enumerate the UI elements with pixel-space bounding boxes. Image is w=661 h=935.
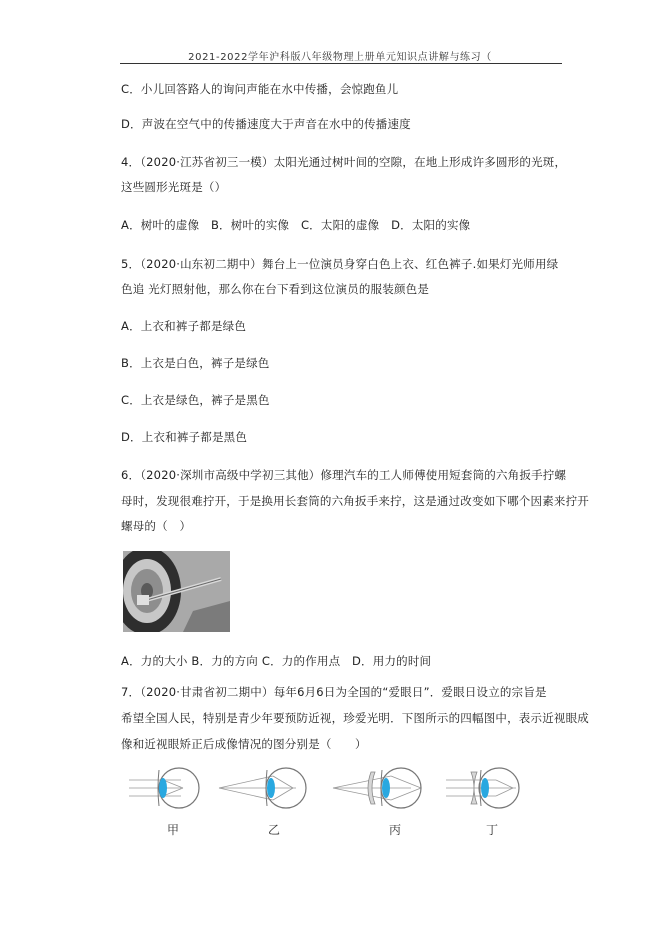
q6-stem-line3: 螺母的（ ） — [121, 519, 192, 533]
q5-option-c: C．上衣是绿色，裤子是黑色 — [121, 393, 270, 407]
page-header-title: 2021-2022学年沪科版八年级物理上册单元知识点讲解与练习（ — [188, 52, 492, 63]
eye-diagram-yi — [219, 768, 306, 808]
eye-diagram-jia — [129, 768, 199, 808]
q3-option-c: C．小儿回答路人的询问声能在水中传播，会惊跑鱼儿 — [121, 82, 399, 96]
figure-label-jia: 甲 — [167, 823, 180, 837]
q5-stem-line1: 5．（2020·山东初二期中）舞台上一位演员身穿白色上衣、红色裤子.如果灯光师用绿 — [121, 257, 559, 271]
eye-diagram-ding — [446, 768, 519, 808]
q5-option-d: D．上衣和裤子都是黑色 — [121, 430, 248, 444]
q6-stem-line2: 母时，发现很难拧开，于是换用长套筒的六角扳手来拧，这是通过改变如下哪个因素来拧开 — [121, 494, 589, 508]
figure-label-bing: 丙 — [389, 823, 402, 837]
q6-options: A．力的大小 B．力的方向 C．力的作用点 D．用力的时间 — [121, 654, 432, 668]
q5-option-b: B．上衣是白色，裤子是绿色 — [121, 356, 270, 370]
q7-stem-line3: 像和近视眼矫正后成像情况的图分别是（ ） — [121, 737, 367, 751]
q3-option-d: D．声波在空气中的传播速度大于声音在水中的传播速度 — [121, 117, 411, 131]
q7-stem-line1: 7．（2020·甘肃省初二期中）每年6月6日为全国的“爱眼日”．爱眼日设立的宗旨是 — [121, 685, 547, 699]
figure-label-yi: 乙 — [268, 823, 281, 837]
header-divider — [120, 63, 562, 64]
eye-diagrams — [121, 762, 531, 842]
wrench-on-wheel-photo — [123, 551, 230, 632]
q4-options: A．树叶的虚像 B．树叶的实像 C．太阳的虚像 D．太阳的实像 — [121, 218, 471, 232]
q5-stem-line2: 色追 光灯照射他，那么你在台下看到这位演员的服装颜色是 — [121, 282, 430, 296]
q6-stem-line1: 6．（2020·深圳市高级中学初三其他）修理汽车的工人师傅使用短套筒的六角扳手拧螺 — [121, 468, 567, 482]
q5-option-a: A．上衣和裤子都是绿色 — [121, 319, 247, 333]
figure-label-ding: 丁 — [486, 823, 499, 837]
q4-stem-line2: 这些圆形光斑是（） — [121, 180, 227, 194]
eye-diagram-bing — [333, 768, 421, 808]
q7-stem-line2: 希望全国人民，特别是青少年要预防近视，珍爱光明．下图所示的四幅图中，表示近视眼成 — [121, 711, 589, 725]
q4-stem-line1: 4．（2020·江苏省初三一模）太阳光通过树叶间的空隙，在地上形成许多圆形的光斑， — [121, 155, 567, 169]
